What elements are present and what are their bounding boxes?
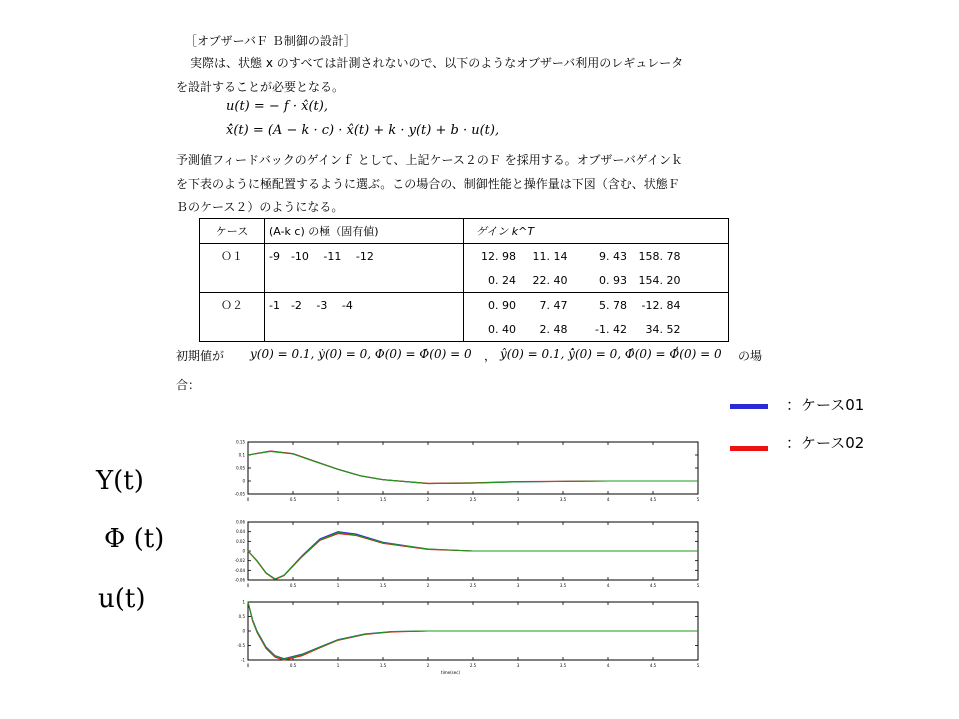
y-tick-label: 0.15 (236, 439, 245, 445)
legend-label-case01: ：ケース01 (786, 396, 865, 414)
response-plots (200, 436, 710, 676)
y-tick-label: 0 (242, 628, 245, 634)
initial-condition-prefix: 初期値が (176, 349, 225, 363)
gain-value: 0. 90 (488, 298, 516, 312)
plot-label-u: u(t) (98, 584, 146, 614)
x-tick-label: 2 (426, 583, 430, 588)
paragraph-1-line-2: を設計することが必要となる。 (176, 80, 345, 94)
observer-gain-table (199, 218, 729, 342)
x-tick-label: 1 (336, 583, 340, 588)
gain-row (464, 317, 729, 342)
x-tick-label: 0.5 (289, 497, 297, 502)
initial-condition-plant: y(0) = 0.1, ẏ(0) = 0, Φ(0) = Φ̇(0) = 0 (250, 347, 472, 361)
gain-value: 34. 52 (645, 322, 681, 336)
poles-value: -9 -10 -11 -12 (265, 244, 464, 269)
x-tick-label: 3.5 (559, 497, 567, 502)
x-tick-label: 3.5 (559, 583, 567, 588)
y-tick-label: 0.02 (236, 538, 245, 544)
x-tick-label: 3 (516, 663, 520, 668)
x-tick-label: 0.5 (289, 583, 297, 588)
plot-label-y: Y(t) (96, 466, 144, 496)
initial-condition-line-2: 合： (176, 378, 201, 392)
gain-value: 0. 24 (488, 273, 516, 287)
header-gain: ゲイン k^T (464, 219, 729, 244)
gain-value: 9. 43 (599, 249, 627, 263)
y-tick-label: 0.06 (236, 519, 245, 525)
x-tick-label: 5 (696, 663, 700, 668)
gain-row (464, 268, 729, 293)
x-tick-label: 4.5 (649, 497, 657, 502)
paragraph-2-line-1: 予測値フィードバックのゲインｆ として、上記ケース２のＦ を採用する。オブザーバゲインｋ (176, 153, 683, 167)
x-tick-label: 4 (606, 583, 610, 588)
x-tick-label: 4 (606, 663, 610, 668)
x-tick-label: 2.5 (469, 583, 477, 588)
header-case: ケース (200, 219, 265, 244)
initial-condition-comma: ， (484, 349, 497, 363)
gain-value: 7. 47 (539, 298, 568, 312)
legend-swatch-case01 (730, 404, 768, 409)
y-tick-label: 0 (242, 478, 245, 484)
x-tick-label: 2.5 (469, 663, 477, 668)
y-tick-label: -0.02 (234, 558, 245, 564)
x-tick-label: 3.5 (559, 663, 567, 668)
legend-label-case02: ：ケース02 (786, 434, 865, 452)
y-tick-label: 0.04 (236, 529, 245, 535)
y-tick-label: -0.04 (234, 567, 245, 573)
x-tick-label: 0.5 (289, 663, 297, 668)
gain-value: 22. 40 (532, 273, 568, 287)
gain-value: -1. 42 (595, 322, 627, 336)
x-tick-label: 2 (426, 663, 430, 668)
gain-value: 12. 98 (481, 249, 516, 263)
x-tick-label: 2 (426, 497, 430, 502)
plot-frame (248, 442, 698, 494)
x-tick-label: 1 (336, 663, 340, 668)
y-tick-label: 0.5 (238, 614, 245, 619)
gain-value: 5. 78 (599, 298, 627, 312)
y-tick-label: -0.5 (237, 643, 245, 648)
x-tick-label: 4.5 (649, 663, 657, 668)
case-label: Ｏ１ (200, 244, 265, 269)
x-tick-label: 2.5 (469, 497, 477, 502)
y-tick-label: 0.05 (236, 465, 245, 471)
paragraph-1-line-1: 実際は、状態 x のすべては計測されないので、以下のようなオブザーバ利用のレギュレータ (190, 56, 684, 70)
x-tick-label: 0 (246, 663, 250, 668)
gain-row (464, 293, 729, 318)
x-tick-label: 4 (606, 497, 610, 502)
equation-observer: x̂̇(t) = (A − k · c) · x̂(t) + k · y(t) + b · u(t), (226, 123, 500, 138)
gain-value: 2. 48 (539, 322, 568, 336)
initial-condition-suffix: の場 (738, 349, 763, 363)
x-tick-label: 1.5 (379, 497, 387, 502)
gain-value: -12. 84 (641, 298, 681, 312)
gain-value: 0. 40 (488, 322, 516, 336)
gain-row (464, 244, 729, 269)
legend-swatch-case02 (730, 446, 768, 451)
y-tick-label: -0.06 (234, 577, 245, 583)
paragraph-2-line-3: Ｂのケース２）のようになる。 (176, 200, 344, 214)
plot-panel-1 (235, 440, 700, 503)
x-tick-label: 0 (246, 583, 250, 588)
initial-condition-observer: ŷ(0) = 0.1, ŷ̇(0) = 0, Φ̂(0) = Φ̂̇(0) = 0 (500, 347, 722, 361)
plot-label-phi: Φ (t) (104, 524, 165, 554)
y-tick-label: 0 (242, 548, 245, 554)
x-tick-label: 3 (516, 497, 520, 502)
x-tick-label: 0 (246, 497, 250, 502)
x-tick-label: 1 (336, 497, 340, 502)
section-title: ［オブザーバＦ Ｂ制御の設計］ (185, 34, 356, 48)
y-tick-label: -0.05 (234, 491, 245, 497)
gain-value: 154. 20 (638, 273, 681, 287)
x-tick-label: 3 (516, 583, 520, 588)
plot-panel-2 (235, 520, 700, 589)
y-tick-label: 0.1 (238, 452, 245, 458)
y-tick-label: -1 (241, 657, 245, 663)
x-tick-label: 5 (696, 497, 700, 502)
gain-value: 11. 14 (532, 249, 568, 263)
header-poles: (A-k c) の極（固有値) (265, 219, 464, 244)
equation-control-law: u(t) = − f · x̂(t), (226, 99, 328, 114)
gain-value: 0. 93 (599, 273, 627, 287)
poles-value: -1 -2 -3 -4 (265, 293, 464, 318)
gain-value: 158. 78 (638, 249, 681, 263)
x-tick-label: 5 (696, 583, 700, 588)
x-axis-label: time(sec) (441, 670, 460, 675)
plot-panel-3 (237, 600, 700, 676)
x-tick-label: 1.5 (379, 583, 387, 588)
y-tick-label: 1 (242, 599, 245, 605)
x-tick-label: 4.5 (649, 583, 657, 588)
case-label: Ｏ２ (200, 293, 265, 318)
paragraph-2-line-2: を下表のように極配置するように選ぶ。この場合の、制御性能と操作量は下図（含む、状態Ｆ (176, 177, 680, 191)
x-tick-label: 1.5 (379, 663, 387, 668)
